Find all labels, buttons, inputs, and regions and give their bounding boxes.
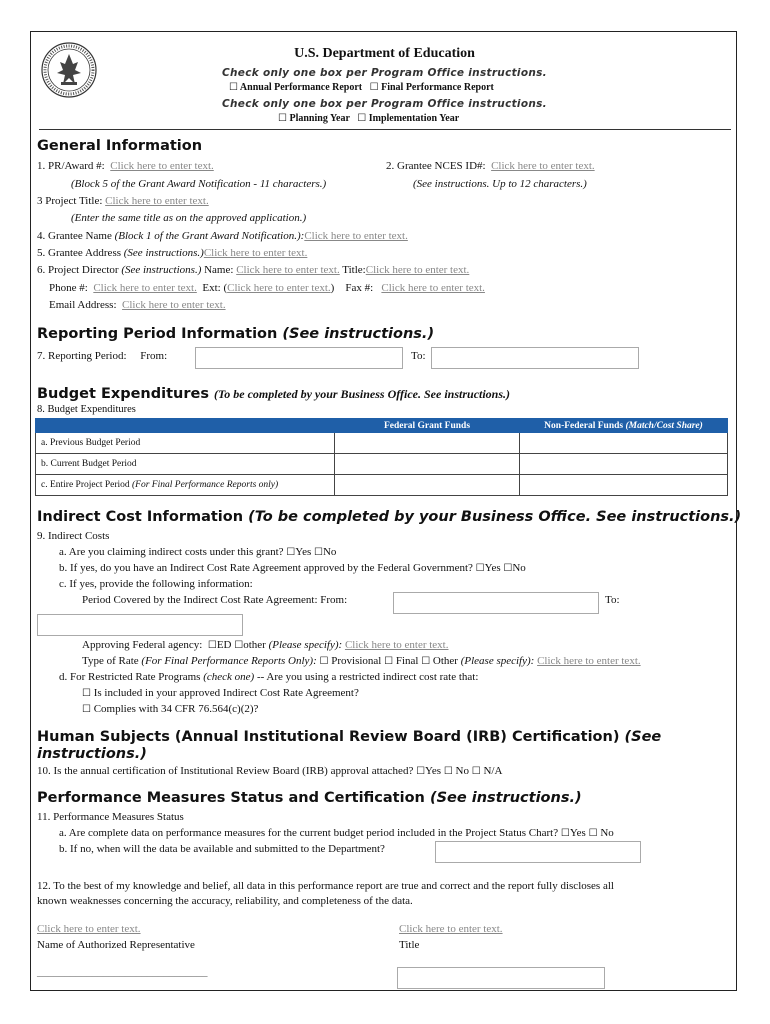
budget-label: 8. Budget Expenditures [37,404,136,415]
form-page [30,31,742,991]
restricted-opt2-checkbox-icon[interactable]: ☐ [82,704,91,715]
reporting-heading-text: Reporting Period Information [37,326,278,342]
certification-text-1: 12. To the best of my knowledge and belief, all data in this performance report are true and correct and the report fully discloses all [37,880,614,892]
indirect-qc-text: c. If yes, provide the following information: [59,578,253,590]
certification-text-2: known weaknesses concerning the accuracy, reliability, and completeness of the data. [37,895,413,907]
rate-type-row [82,655,641,667]
project-title-label: 3 Project Title: [37,195,103,207]
signature-line: _______________________________ [37,966,208,978]
director-label: 6. Project Director [37,264,119,276]
table-row [36,433,728,454]
year-type-instruction: Check only one box per Program Office instructions. [222,98,547,110]
planning-year-checkbox-icon[interactable]: ☐ [278,113,287,124]
human-heading-note: (See [624,729,662,745]
budget-row-note: (For Final Performance Reports only) [132,480,279,490]
pm-yes-label: Yes [569,827,586,839]
report-type-instruction: Check only one box per Program Office instructions. [222,67,547,79]
annual-report-option[interactable] [229,82,494,93]
qa-yes-checkbox-icon[interactable]: ☐ [286,547,296,558]
restricted-rate-row [59,671,478,683]
nces-input[interactable]: Click here to enter text. [491,160,595,172]
project-director-row [37,264,469,276]
planning-year-label: Planning Year [289,113,350,124]
rate-final-checkbox-icon[interactable]: ☐ [384,656,394,667]
federal-funds-input[interactable] [335,475,520,496]
budget-header-blank [36,419,335,433]
agency-other-input[interactable]: Click here to enter text. [344,639,449,651]
restricted-opt1-checkbox-icon[interactable]: ☐ [82,688,91,699]
budget-row-text: b. Current Budget Period [41,459,137,469]
project-title-row [37,195,209,207]
budget-row-label [36,433,335,454]
rate-note: (For Final Performance Reports Only): [141,655,317,667]
qb-no-checkbox-icon[interactable]: ☐ [503,563,513,574]
reporting-from-label: From: [140,350,168,362]
irb-yes-checkbox-icon[interactable]: ☐ [416,766,426,777]
project-title-input[interactable]: Click here to enter text. [105,195,209,207]
indirect-label: 9. Indirect Costs [37,530,110,542]
signature-date-input[interactable] [397,967,605,989]
grantee-name-row [37,230,408,242]
indirect-qa-row [59,546,336,558]
period-to-label: To: [605,594,620,606]
phone-input[interactable]: Click here to enter text. [93,282,197,294]
federal-funds-header: Federal Grant Funds [335,419,520,433]
representative-name-input[interactable]: Click here to enter text. [37,923,141,935]
qb-yes-checkbox-icon[interactable]: ☐ [475,563,485,574]
qa-no-label: No [322,546,337,558]
reporting-period-label [37,350,167,362]
budget-heading-text: Budget Expenditures [37,386,209,402]
phone-label: Phone #: [49,282,88,294]
federal-funds-input[interactable] [335,454,520,475]
budget-row-text: a. Previous Budget Period [41,438,141,448]
director-name-input[interactable]: Click here to enter text. [236,264,340,276]
header-divider [39,129,731,130]
nonfederal-funds-input[interactable] [520,475,728,496]
grantee-address-input[interactable]: Click here to enter text. [203,247,308,259]
rate-label: Type of Rate [82,655,139,667]
reporting-period-text: 7. Reporting Period: [37,350,127,362]
budget-heading-note: (To be completed by your Business Office. See instructions.) [214,387,511,401]
qd-rest: -- Are you using a restricted indirect cost rate that: [256,671,479,683]
general-information-heading: General Information [37,138,203,154]
phone-row [49,282,485,294]
rate-other-note: (Please specify): [460,655,535,667]
agency-ed-label: ED [216,639,232,651]
budget-heading [37,386,510,402]
pm-no-label: No [600,827,614,839]
indirect-cost-heading [37,509,741,525]
implementation-year-label: Implementation Year [368,113,460,124]
pm-yes-checkbox-icon[interactable]: ☐ [560,828,570,839]
human-heading-note2: instructions.) [37,746,147,762]
qb-yes-label: Yes [484,562,501,574]
reporting-period-heading [37,326,434,342]
pr-award-row [37,160,214,172]
director-title-label: Title: [342,264,366,276]
nonfederal-funds-input[interactable] [520,454,728,475]
reporting-heading-note: (See instructions.) [282,326,435,342]
budget-row-text: c. Entire Project Period [41,480,130,490]
nces-label: 2. Grantee NCES ID#: [386,160,486,172]
period-to-input[interactable] [37,614,243,636]
nonfederal-funds-header [520,419,728,433]
representative-title-input[interactable]: Click here to enter text. [399,923,503,935]
agency-label: Approving Federal agency: [82,639,203,651]
irb-question-row [37,765,502,777]
agency-other-label: other [243,639,266,651]
rate-other-checkbox-icon[interactable]: ☐ [421,656,431,667]
final-report-checkbox-icon[interactable]: ☐ [369,82,379,93]
performance-qa-text: a. Are complete data on performance measures for the current budget period included in the Project Status Chart? [59,827,559,839]
representative-name-label: Name of Authorized Representative [37,939,195,951]
indirect-qb-row [59,562,526,574]
qd-text: d. For Restricted Rate Programs [59,671,201,683]
agency-other-note: (Please specify): [268,639,343,651]
indirect-heading-text: Indirect Cost Information [37,509,244,525]
federal-funds-input[interactable] [335,433,520,454]
budget-table [35,418,728,496]
director-note: (See instructions.) [121,264,202,276]
budget-row-label [36,454,335,475]
irb-na-checkbox-icon[interactable]: ☐ [471,766,481,777]
irb-no-checkbox-icon[interactable]: ☐ [443,766,453,777]
irb-question: 10. Is the annual certification of Institutional Review Board (IRB) approval attached? [37,765,414,777]
restricted-option-1 [82,687,359,699]
qa-no-checkbox-icon[interactable]: ☐ [314,547,323,558]
rate-provisional-checkbox-icon[interactable]: ☐ [319,656,329,667]
annual-report-label: Annual Performance Report [239,82,363,93]
fax-input[interactable]: Click here to enter text. [381,282,485,294]
email-row [49,299,226,311]
performance-label: 11. Performance Measures Status [37,811,184,823]
pr-award-input[interactable]: Click here to enter text. [110,160,214,172]
nces-row [386,160,595,172]
grantee-address-row [37,247,307,259]
human-subjects-heading-cont [37,746,147,762]
email-label: Email Address: [49,299,117,311]
pr-award-note: (Block 5 of the Grant Award Notification - 11 characters.) [71,178,327,190]
irb-na-label: N/A [483,765,503,777]
annual-report-checkbox-icon[interactable]: ☐ [229,82,238,93]
nonfederal-funds-input[interactable] [520,433,728,454]
grantee-address-label: 5. Grantee Address [37,247,122,259]
implementation-year-checkbox-icon[interactable]: ☐ [357,113,367,124]
agency-ed-checkbox-icon[interactable]: ☐ [207,640,217,651]
grantee-name-label: 4. Grantee Name [37,230,112,242]
project-title-note: (Enter the same title as on the approved application.) [71,212,307,224]
ext-label: Ext: ( [202,282,228,294]
performance-qa-row [59,827,614,839]
performance-heading [37,790,582,806]
grantee-name-note: (Block 1 of the Grant Award Notification.): [114,230,305,242]
representative-title-label: Title [399,939,420,951]
department-title: U.S. Department of Education [294,46,475,61]
rate-other-input[interactable]: Click here to enter text. [537,655,641,667]
irb-yes-label: Yes [425,765,442,777]
irb-no-label: No [455,765,469,777]
approving-agency-row [82,639,448,651]
ext-input[interactable]: Click here to enter text. [227,282,331,294]
email-input[interactable]: Click here to enter text. [122,299,226,311]
reporting-to-input[interactable] [431,347,639,369]
indirect-qb-text: b. If yes, do you have an Indirect Cost Rate Agreement approved by the Federal Government? [59,562,473,574]
table-row [36,454,728,475]
table-row [36,475,728,496]
indirect-heading-note: (To be completed by your Business Office. See instructions.) [248,509,742,525]
indirect-qa-text: a. Are you claiming indirect costs under this grant? [59,546,284,558]
ext-close: ) [330,282,335,294]
qd-note: (check one) [203,671,255,683]
pm-no-checkbox-icon[interactable]: ☐ [588,828,598,839]
performance-qb-text: b. If no, when will the data be available and submitted to the Department? [59,843,385,855]
human-heading-text: Human Subjects (Annual Institutional Review Board (IRB) Certification) [37,729,620,745]
director-title-input[interactable]: Click here to enter text. [365,264,470,276]
rate-provisional-label: Provisional [331,655,382,667]
restricted-opt1-label: Is included in your approved Indirect Cost Rate Agreement? [93,687,359,699]
qb-no-label: No [512,562,526,574]
restricted-option-2 [82,703,258,715]
fax-label: Fax #: [345,282,374,294]
year-type-options[interactable] [278,113,459,124]
qa-yes-label: Yes [295,546,312,558]
pr-award-label: 1. PR/Award #: [37,160,105,172]
nces-note: (See instructions. Up to 12 characters.) [413,178,587,190]
nonfederal-header-note: (Match/Cost Share) [625,420,703,431]
grantee-address-note: (See instructions.) [123,247,204,259]
budget-row-label [36,475,335,496]
restricted-opt2-label: Complies with 34 CFR 76.564(c)(2)? [93,703,259,715]
human-subjects-heading [37,729,661,745]
budget-header-row [36,419,728,433]
grantee-name-input[interactable]: Click here to enter text. [304,230,408,242]
period-covered-label: Period Covered by the Indirect Cost Rate Agreement: From: [82,594,348,606]
director-name-label: Name: [204,264,234,276]
nonfederal-header-text: Non-Federal Funds [544,420,624,431]
performance-heading-note: (See instructions.) [429,790,582,806]
rate-final-label: Final [395,655,419,667]
data-available-date-input[interactable] [435,841,641,863]
reporting-from-input[interactable] [195,347,403,369]
period-from-input[interactable] [393,592,599,614]
final-report-label: Final Performance Report [381,82,494,93]
reporting-to-label: To: [411,350,426,362]
performance-heading-text: Performance Measures Status and Certification [37,790,425,806]
agency-other-checkbox-icon[interactable]: ☐ [234,640,244,651]
rate-other-label: Other [432,655,458,667]
